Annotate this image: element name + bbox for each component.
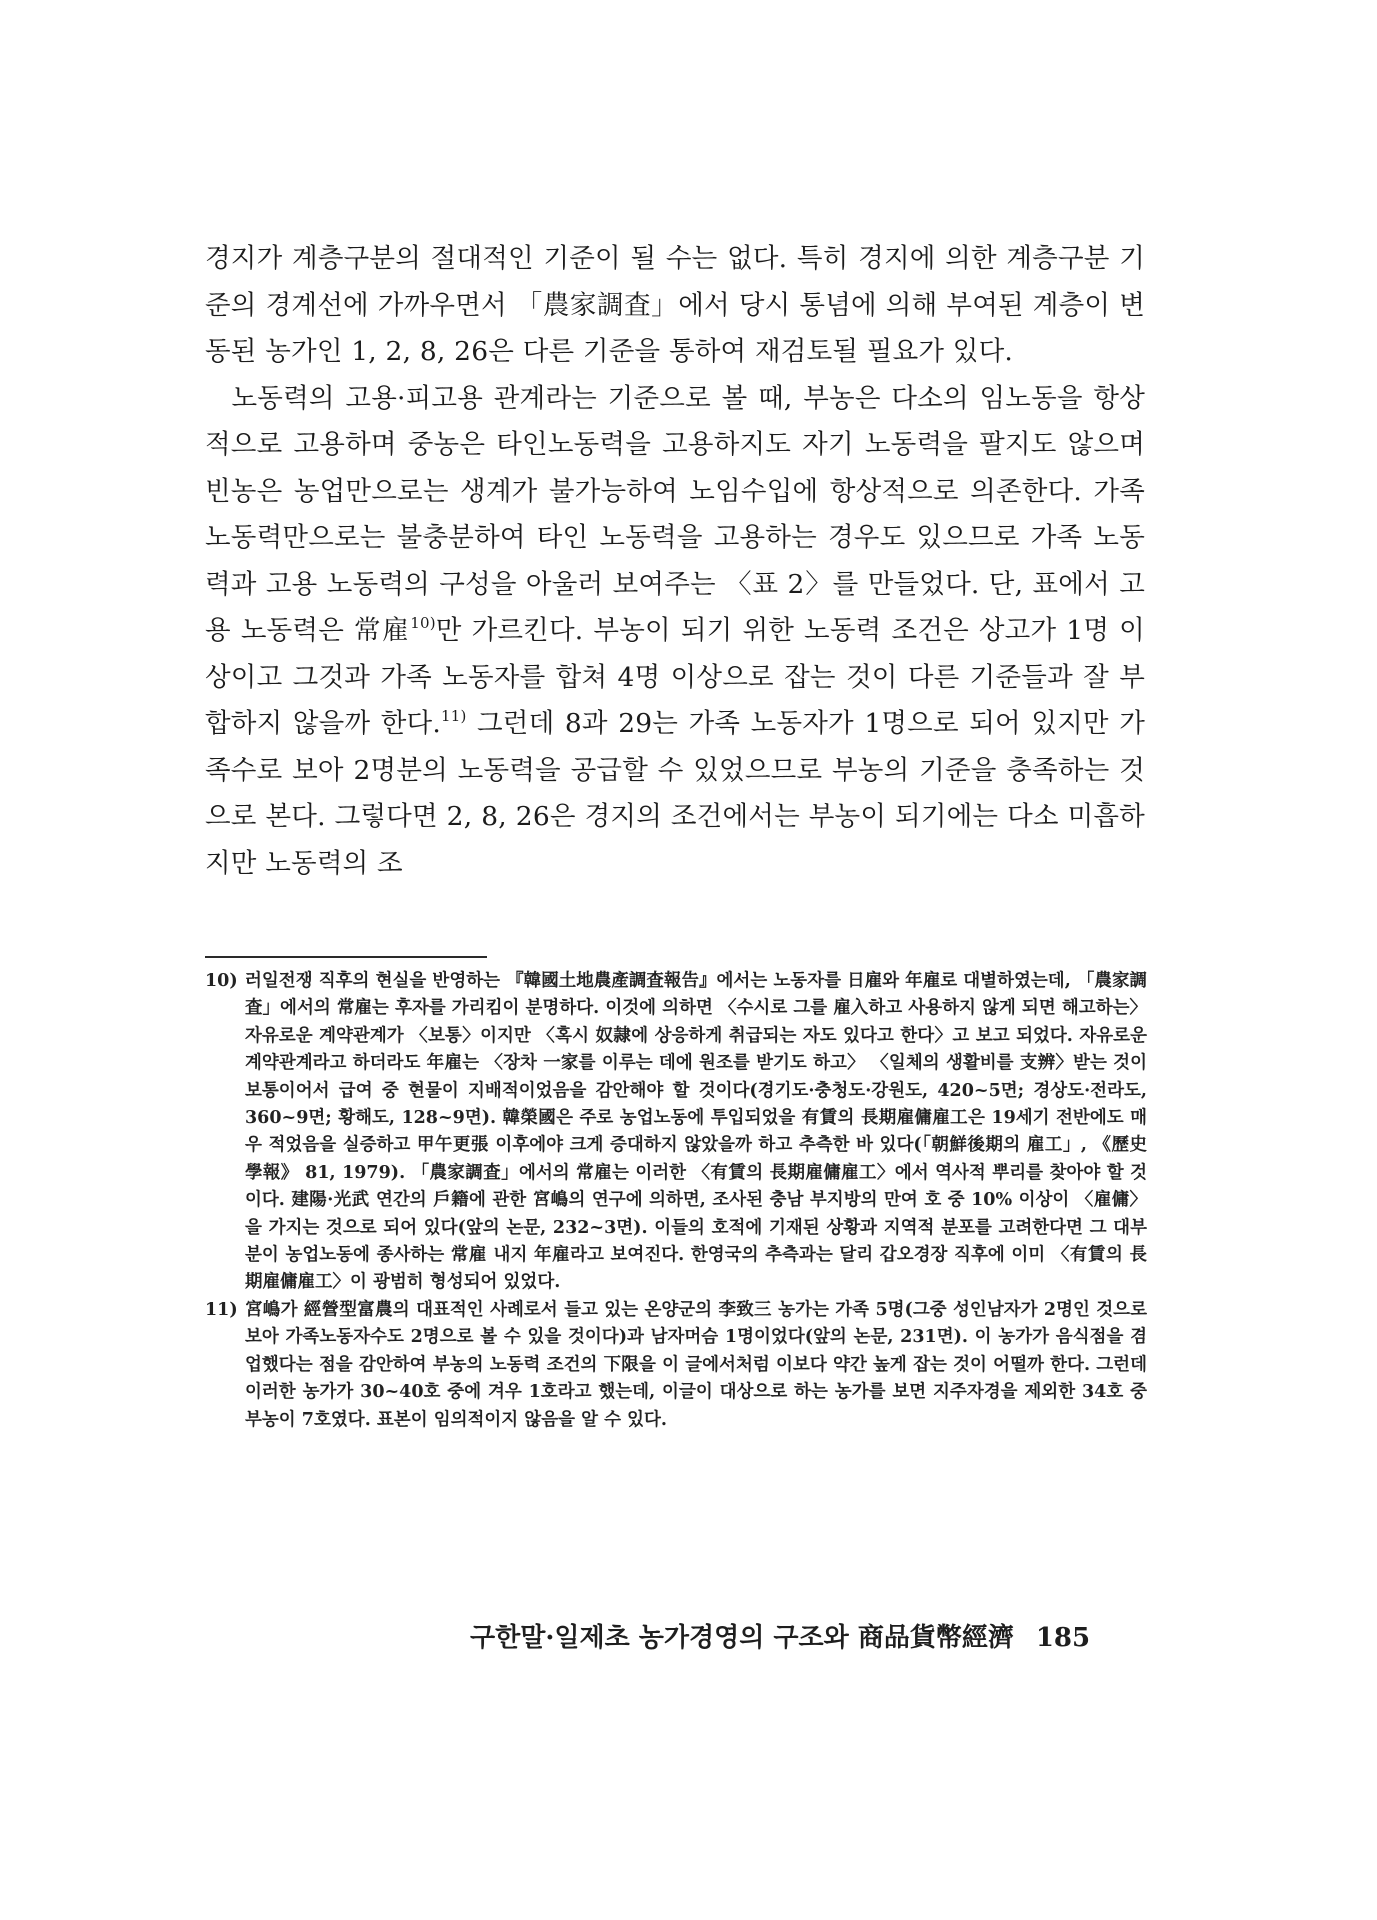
footnote-ref-10[interactable]: 10): [410, 614, 436, 632]
footnote-ref-11[interactable]: 11): [440, 707, 467, 725]
footnotes: [205, 968, 1147, 1434]
running-footer: [470, 1617, 1150, 1654]
page-number: 185: [1035, 1623, 1091, 1653]
footnote-number: 11): [205, 1299, 238, 1320]
paragraph-2-part-c: 그런데 8과 29는 가족 노동자가 1명으로 되어 있지만 가족수로 보아 2명분의 노동력을 공급할 수 있었으므로 부농의 기준을 충족하는 것으로 본다. 그렇다면 2, 8, 26은 경지의 조건에서는 부농이 되기에는 다소 미흡하지만 노동력의 조: [205, 708, 1145, 879]
footnote-separator: [205, 956, 487, 958]
paragraph-2-part-a: 노동력의 고용·피고용 관계라는 기준으로 볼 때, 부농은 다소의 임노동을 항상적으로 고용하며 중농은 타인노동력을 고용하지도 자기 노동력을 팔지도 않으며 빈농은 농업만으로는 생계가 불가능하여 노임수입에 항상적으로 의존한다. 가족 노동력만으로는 불충분하여 타인 노동력을 고용하는 경우도 있으므로 가족 노동력과 고용 노동력의 구성을 아울러 보여주는 〈표 2〉를 만들었다. 단, 표에서 고용 노동력은 常雇: [205, 382, 1145, 646]
footnote-11: [205, 1297, 1147, 1434]
footnote-number: 10): [205, 971, 238, 991]
footnote-text: 러일전쟁 직후의 현실을 반영하는 『韓國土地農產調査報告』에서는 노동자를 日雇와 年雇로 대별하였는데, 「農家調査」에서의 常雇는 후자를 가리킴이 분명하다. 이것에 의하면 〈수시로 그를 雇入하고 사용하지 않게 되면 해고하는〉 자유로운 계약관계가 〈보통〉이지만 〈혹시 奴隷에 상응하게 취급되는 자도 있다고 한다〉고 보고 되었다. 자유로운 계약관계라고 하더라도 年雇는 〈장차 一家를 이루는 데에 원조를 받기도 하고〉 〈일체의 생활비를 支辨〉받는 것이 보통이어서 급여 중 현물이 지배적이었음을 감안해야 할 것이다(경기도·충청도·강원도, 420~5면; 경상도·전라도, 360~9면; 황해도, 128~9면). 韓榮國은 주로 농업노동에 투입되었을 有賃의 長期雇傭雇工은 19세기 전반에도 매우 적었음을 실증하고 甲午更張 이후에야 크게 증대하지 않았을까 하고 추측한 바 있다(「朝鮮後期의 雇工」, 《歷史學報》 81, 1979). 「農家調査」에서의 常雇는 이러한 〈有賃의 長期雇傭雇工〉에서 역사적 뿌리를 찾아야 할 것이다. 建陽·光武 연간의 戶籍에 관한 宮嶋의 연구에 의하면, 조사된 충남 부지방의 만여 호 중 10% 이상이 〈雇傭〉을 가지는 것으로 되어 있다(앞의 논문, 232~3면). 이들의 호적에 기재된 상황과 지역적 분포를 고려한다면 그 대부분이 농업노동에 종사하는 常雇 내지 年雇라고 보여진다. 한영국의 추측과는 달리 갑오경장 직후에 이미 〈有賃의 長期雇傭雇工〉이 광범히 형성되어 있었다.: [245, 971, 1147, 1293]
paragraph-2-part-b: 만 가르킨다. 부농이 되기 위한 노동력 조건은 상고가 1명 이상이고 그것과 가족 노동자를 합쳐 4명 이상으로 잡는 것이 다른 기준들과 잘 부합하지 않을까 한다.: [205, 615, 1145, 739]
body-text: [205, 236, 1145, 887]
footnote-text: 宮嶋가 經營型富農의 대표적인 사례로서 들고 있는 온양군의 李致三 농가는 가족 5명(그중 성인남자가 2명인 것으로 보아 가족노동자수도 2명으로 볼 수 있을 것이다)과 남자머슴 1명이었다(앞의 논문, 231면). 이 농가가 음식점을 겸업했다는 점을 감안하여 부농의 노동력 조건의 下限을 이 글에서처럼 이보다 약간 높게 잡는 것이 어떨까 한다. 그런데 이러한 농가가 30~40호 중에 겨우 1호라고 했는데, 이글이 대상으로 하는 농가를 보면 지주자경을 제외한 34호 중 부농이 7호였다. 표본이 임의적이지 않음을 알 수 있다.: [245, 1299, 1147, 1430]
footnote-10: [205, 968, 1147, 1297]
paragraph-2: [205, 376, 1145, 888]
running-title: 구한말·일제초 농가경영의 구조와 商品貨幣經濟: [470, 1623, 1014, 1653]
paragraph-1: 경지가 계층구분의 절대적인 기준이 될 수는 없다. 특히 경지에 의한 계층구분 기준의 경계선에 가까우면서 「農家調査」에서 당시 통념에 의해 부여된 계층이 변동된 농가인 1, 2, 8, 26은 다른 기준을 통하여 재검토될 필요가 있다.: [205, 243, 1145, 367]
